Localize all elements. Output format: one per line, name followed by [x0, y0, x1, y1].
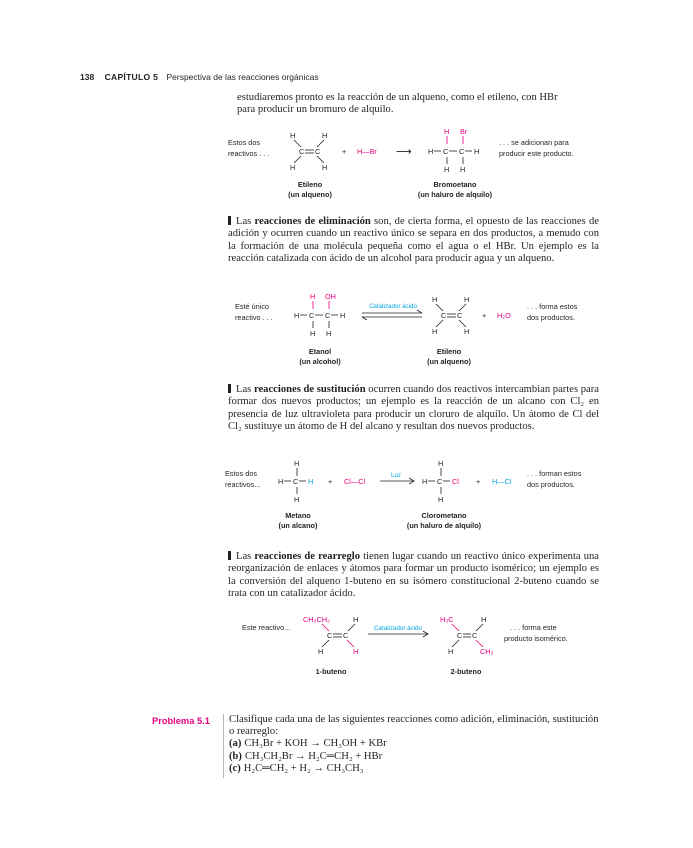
svg-text:H: H	[353, 615, 359, 624]
intro-paragraph	[237, 92, 599, 117]
svg-text:H: H	[310, 329, 316, 338]
svg-text:C: C	[457, 311, 463, 320]
1-butene-structure	[303, 615, 358, 656]
problem-divider	[223, 714, 224, 778]
svg-text:H: H	[278, 477, 284, 486]
svg-text:H: H	[290, 131, 296, 140]
addition-left-note-2: reactivos . . .	[228, 149, 270, 158]
svg-text:H: H	[464, 327, 470, 336]
substitution-right-note-2: dos productos.	[527, 480, 575, 489]
elimination-left-note-2: reactivo . . .	[235, 313, 273, 322]
svg-text:H: H	[322, 131, 328, 140]
bromoethane-structure	[428, 127, 479, 174]
elimination-reaction-figure	[0, 288, 693, 370]
svg-text:H: H	[290, 163, 296, 172]
chloromethane-class: (un haluro de alquilo)	[406, 521, 482, 530]
svg-text:C: C	[457, 631, 463, 640]
svg-text:CH₃CH₂: CH₃CH₂	[303, 615, 330, 624]
svg-text:Cl: Cl	[452, 477, 459, 486]
hcl-product: H—Cl	[492, 477, 512, 486]
ethanol-structure	[294, 292, 345, 338]
2-butene-name: 2-buteno	[450, 667, 482, 676]
substitution-right-note-1: . . . forman estos	[527, 469, 582, 478]
bullet-marker	[228, 551, 231, 560]
svg-text:H: H	[474, 147, 480, 156]
substitution-paragraph: Las reacciones de sustitución ocurren cuando dos reactivos intercambian partes para formar dos nuevos productos; un ejemplo es la reacción de un alcano con Cl₂ en presencia de luz ultravioleta para producir un cloruro de alquilo. Un átomo de Cl del Cl₂ sustituye un átomo de H del alcano y resultan dos nuevos productos.	[228, 384, 599, 433]
svg-text:Br: Br	[460, 127, 468, 136]
svg-text:H: H	[310, 292, 316, 301]
equilibrium-arrows	[362, 310, 422, 320]
water-product: H₂O	[497, 311, 511, 320]
problem-item: (b) CH₃CH₂Br → H₂C═CH₂ + HBr	[229, 750, 383, 762]
svg-text:H: H	[432, 295, 438, 304]
rearrangement-term: reacciones de rearreglo	[254, 551, 361, 562]
substitution-left-note-1: Estos dos	[225, 469, 258, 478]
svg-text:C: C	[443, 147, 449, 156]
svg-text:C: C	[299, 147, 305, 156]
svg-text:H: H	[464, 295, 470, 304]
elimination-paragraph: Las reacciones de eliminación son, de cierta forma, el opuesto de las reacciones de adición y ocurren cuando un reactivo único se separa en dos productos, a menudo con la formación de una molécula pequeña como el agua o el HBr. Un ejemplo es la reacción catalizada con ácido de un alcohol para producir agua y un alqueno.	[228, 216, 599, 265]
ethylene-structure	[290, 131, 327, 172]
running-header	[80, 72, 319, 82]
addition-right-note-2: producir este producto.	[499, 149, 574, 158]
rearrangement-right-note-1: . . . forma este	[510, 623, 557, 632]
svg-text:C: C	[315, 147, 321, 156]
substitution-left-note-2: reactivos...	[225, 480, 261, 489]
svg-text:C: C	[325, 311, 331, 320]
bullet-marker	[228, 216, 231, 225]
svg-text:C: C	[459, 147, 465, 156]
svg-text:H₃C: H₃C	[440, 615, 454, 624]
elimination-right-note-1: . . . forma estos	[527, 302, 578, 311]
svg-text:H: H	[428, 147, 434, 156]
svg-text:H: H	[481, 615, 487, 624]
substitution-plus-2: +	[476, 477, 481, 486]
2-butene-structure	[440, 615, 494, 656]
addition-reaction-figure	[0, 120, 693, 205]
intro-line-1: estudiaremos pronto es la reacción de un alqueno, como el etileno, con HBr	[237, 92, 558, 103]
rearrangement-reaction-figure	[0, 610, 693, 682]
svg-text:C: C	[327, 631, 333, 640]
elimination-right-note-2: dos productos.	[527, 313, 575, 322]
addition-arrow: ⟶	[396, 146, 412, 158]
svg-text:H: H	[294, 459, 300, 468]
svg-text:H: H	[438, 495, 444, 504]
problem-item: (a) CH₃Br + KOH → CH₃OH + KBr	[229, 738, 387, 750]
ethylene-product-class: (un alqueno)	[427, 357, 471, 366]
problem-body	[229, 714, 601, 775]
addition-right-note-1: . . . se adicionan para	[499, 138, 569, 147]
svg-text:OH: OH	[325, 292, 336, 301]
ethylene-name: Etileno	[297, 180, 323, 189]
ethanol-name: Etanol	[308, 347, 332, 356]
svg-text:C: C	[472, 631, 478, 640]
svg-text:H: H	[322, 163, 328, 172]
addition-plus: +	[342, 147, 347, 156]
substitution-reaction-figure	[0, 456, 693, 538]
svg-text:H: H	[444, 127, 450, 136]
svg-text:H: H	[294, 311, 300, 320]
svg-text:H: H	[432, 327, 438, 336]
1-butene-name: 1-buteno	[315, 667, 347, 676]
chapter-title: Perspectiva de las reacciones orgánicas	[166, 72, 319, 82]
ethylene-product-structure	[432, 295, 469, 336]
bullet-marker	[228, 384, 231, 393]
svg-text:C: C	[437, 477, 443, 486]
svg-text:H: H	[422, 477, 428, 486]
addition-left-note-1: Estos dos	[228, 138, 261, 147]
ethanol-class: (un alcohol)	[299, 357, 341, 366]
problem-item: (c) H₂C═CH₂ + H₂ → CH₃CH₃	[229, 762, 364, 774]
methane-name: Metano	[285, 511, 311, 520]
light-catalyst-label: Luz	[391, 472, 401, 479]
svg-text:H: H	[308, 477, 314, 486]
rearrangement-paragraph: Las reacciones de rearreglo tienen lugar cuando un reactivo único experimenta una reorganización de enlaces y átomos para formar un producto isomérico; un ejemplo es la conversión del alqueno 1-buteno en su isómero constitucional 2-buteno cuando se trata con un catalizador ácido.	[228, 551, 599, 600]
substitution-term: reacciones de sustitución	[253, 384, 366, 395]
rearrangement-catalyst-label: Catalizador ácido	[374, 625, 422, 632]
problem-label: Problema 5.1	[152, 716, 210, 726]
problem-intro: Clasifique cada una de las siguientes reacciones como adición, eliminación, sustitución o rearreglo:	[229, 714, 599, 738]
rearrangement-right-note-2: producto isomérico.	[504, 634, 568, 643]
chapter-label: CAPÍTULO 5	[104, 72, 159, 82]
svg-text:H: H	[318, 647, 324, 656]
chlorine-reagent: Cl—Cl	[344, 477, 366, 486]
svg-text:H: H	[438, 459, 444, 468]
elimination-plus: +	[482, 311, 487, 320]
rearrangement-left-note: Este reactivo...	[242, 623, 291, 632]
svg-text:CH₃: CH₃	[480, 647, 494, 656]
svg-text:H: H	[460, 165, 466, 174]
methane-class: (un alcano)	[278, 521, 318, 530]
hbr-reagent: H—Br	[357, 147, 377, 156]
svg-text:C: C	[293, 477, 299, 486]
elimination-catalyst-label: Catalizador ácido	[369, 303, 417, 310]
bromoethane-name: Bromoetano	[433, 180, 477, 189]
elimination-term: reacciones de eliminación	[254, 216, 371, 227]
svg-text:H: H	[326, 329, 332, 338]
svg-text:H: H	[444, 165, 450, 174]
chloromethane-structure	[422, 459, 459, 504]
svg-text:H: H	[294, 495, 300, 504]
chloromethane-name: Clorometano	[421, 511, 467, 520]
svg-text:C: C	[441, 311, 447, 320]
methane-structure	[278, 459, 313, 504]
ethylene-class: (un alqueno)	[288, 190, 332, 199]
substitution-plus-1: +	[328, 477, 333, 486]
svg-text:C: C	[343, 631, 349, 640]
elimination-left-note-1: Esté único	[235, 302, 270, 311]
ethylene-product-name: Etileno	[436, 347, 462, 356]
svg-text:H: H	[448, 647, 454, 656]
svg-text:H: H	[353, 647, 359, 656]
page-number: 138	[80, 72, 95, 82]
svg-text:H: H	[340, 311, 346, 320]
svg-text:C: C	[309, 311, 315, 320]
bromoethane-class: (un haluro de alquilo)	[417, 190, 493, 199]
intro-line-2: para producir un bromuro de alquilo.	[237, 104, 394, 116]
